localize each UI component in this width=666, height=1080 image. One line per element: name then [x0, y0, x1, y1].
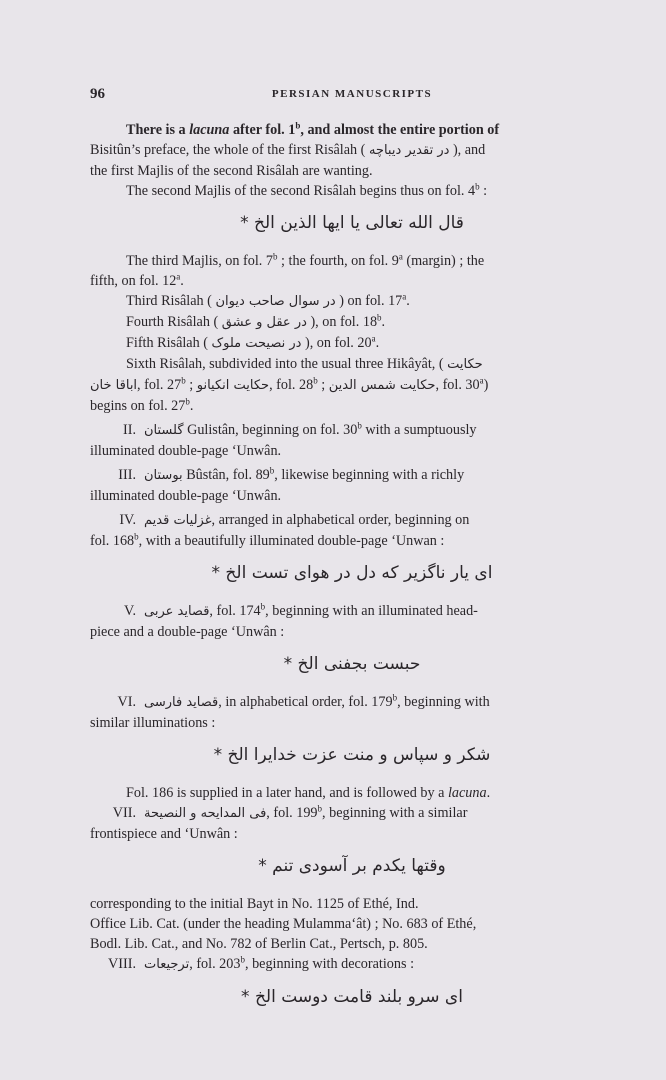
item-vii-line2: frontispiece and ‘Unwân : [90, 826, 238, 842]
item-vi-qasaid-farsi: VI. قصاید فارسی, in alphabetical order, fol. 179$^b$, beginning with [117, 692, 490, 710]
paragraph-third-majlis: The third Majlis, on fol. 7$^b$ ; the fourth, on fol. 9$^a$ (margin) ; the [126, 251, 485, 269]
third-risalah: Third Risâlah ( در سوال صاحب دیوان ) on fol. 17$^a$. [126, 291, 410, 309]
item-iii-bustan: III. بوستان Bûstân, fol. 89$^b$, likewise beginning with a richly [118, 465, 465, 483]
verse-quotation: قال الله تعالی یا ایها الذین الخ * [240, 213, 464, 233]
paragraph-lacuna: There is a lacuna after fol. 1$^b$, and almost the entire portion of [126, 120, 500, 138]
fourth-risalah: Fourth Risâlah ( در عقل و عشق ), on fol. 18$^b$. [126, 312, 386, 330]
running-head: PERSIAN MANUSCRIPTS [271, 88, 433, 100]
item-ii-gulistan: II. گلستان Gulistân, beginning on fol. 30$^b$ with a sumptuously [123, 420, 477, 438]
body-text [90, 120, 614, 1025]
item-iv-ghazaliyat: IV. غزلیات قدیم, arranged in alphabetical order, beginning on [119, 512, 470, 528]
item-v-qasaid-arabi: V. قصاید عربی, fol. 174$^b$, beginning with an illuminated head- [124, 601, 478, 619]
verse-quotation: ای سرو بلند قامت دوست الخ * [241, 987, 463, 1007]
paragraph-lacuna-line2: Bisitûn’s preface, the whole of the first Risâlah ( در تقدیر دیباچه ), and [90, 142, 486, 158]
item-vi-line2: similar illuminations : [90, 715, 216, 731]
page-header [90, 86, 614, 106]
sixth-risalah-line3: begins on fol. 27$^b$. [90, 396, 194, 414]
item-v-line2: piece and a double-page ‘Unwân : [90, 624, 285, 640]
paragraph-second-majlis: The second Majlis of the second Risâlah begins thus on fol. 4$^b$ : [126, 181, 488, 199]
paragraph-lacuna-line3: the first Majlis of the second Risâlah are wanting. [90, 163, 373, 179]
page-number: 96 [90, 86, 105, 102]
verse-quotation: ای یار ناگزیر که دل در هوای تست الخ * [211, 563, 493, 583]
fifth-risalah: Fifth Risâlah ( در نصیحت ملوک ), on fol. 20$^a$. [126, 333, 380, 351]
paragraph-fol-186: Fol. 186 is supplied in a later hand, and is followed by a lacuna. [126, 785, 491, 801]
item-ii-line2: illuminated double-page ‘Unwân. [90, 443, 282, 459]
verse-quotation: وقتها یکدم بر آسودی تنم * [258, 856, 446, 876]
sixth-risalah-line2: اباقا خان, fol. 27$^b$ ; حکایت انکیانو, fol. 28$^b$ ; حکایت شمس الدین, fol. 30$^a$) [90, 375, 489, 393]
paragraph-corresponding-1: corresponding to the initial Bayt in No. 1125 of Ethé, Ind. [90, 896, 419, 912]
paragraph-third-majlis-line2: fifth, on fol. 12$^a$. [90, 271, 184, 289]
persian-title: در تقدیر دیباچه [368, 143, 450, 158]
paragraph-corresponding-3: Bodl. Lib. Cat., and No. 782 of Berlin Cat., Pertsch, p. 805. [90, 936, 428, 952]
sixth-risalah: Sixth Risâlah, subdivided into the usual three Hikâyât, ( حکایت [126, 356, 483, 372]
item-iv-line2: fol. 168$^b$, with a beautifully illuminated double-page ‘Unwan : [90, 531, 445, 549]
paragraph-corresponding-2: Office Lib. Cat. (under the heading Mulamma‘ât) ; No. 683 of Ethé, [90, 916, 477, 932]
item-vii-madaih: VII. فی المدایحه و النصیحة, fol. 199$^b$, beginning with a similar [112, 803, 468, 821]
item-iii-line2: illuminated double-page ‘Unwân. [90, 488, 282, 504]
verse-quotation: حبست بجفنی الخ * [283, 654, 421, 674]
item-viii-tarjiat: VIII. ترجیعات, fol. 203$^b$, beginning with decorations : [108, 954, 415, 972]
verse-quotation: شکر و سپاس و منت عزت خدایرا الخ * [213, 745, 491, 765]
